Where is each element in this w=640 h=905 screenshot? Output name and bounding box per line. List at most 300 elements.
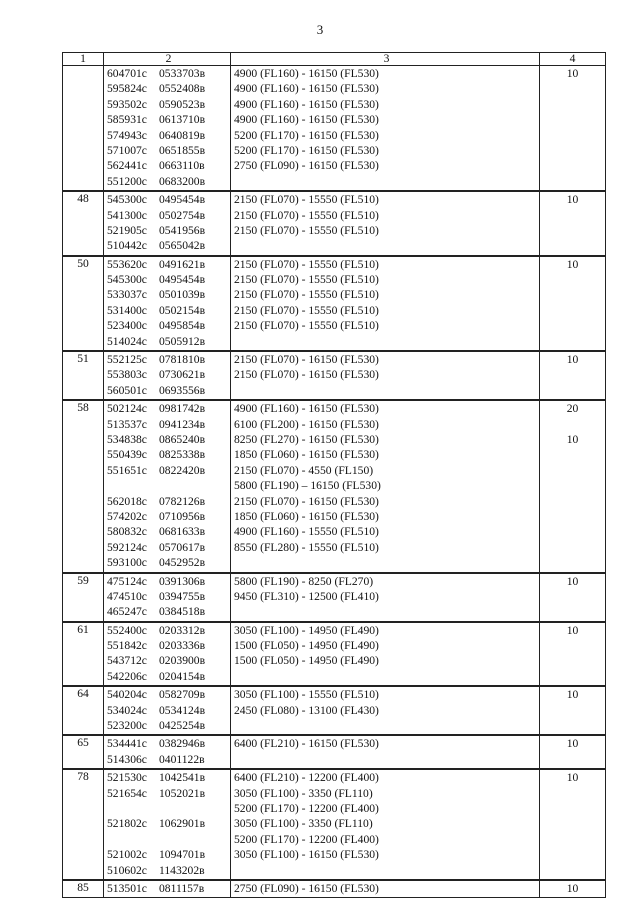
zone-number: 85 — [63, 880, 104, 898]
table-row — [63, 256, 606, 351]
coordinate-line — [107, 653, 230, 668]
latitude: 543712с — [107, 654, 147, 668]
latitude: 593100с — [107, 556, 147, 570]
longitude: 0565042в — [159, 239, 206, 253]
value — [540, 463, 605, 478]
longitude: 0640819в — [159, 128, 206, 142]
latitude: 514306с — [107, 752, 147, 766]
altitude-range: 2150 (FL070) - 16150 (FL530) — [234, 494, 379, 508]
value — [540, 158, 605, 173]
longitude: 0534124в — [159, 703, 206, 717]
value: 10 — [566, 432, 579, 446]
zone-number: 61 — [63, 622, 104, 687]
altitude-range: 2150 (FL070) - 15550 (FL510) — [234, 273, 379, 287]
coordinates-cell — [104, 256, 231, 351]
longitude: 0981742в — [159, 402, 206, 416]
longitude: 0384518в — [159, 605, 206, 619]
altitude-range: 9450 (FL310) - 12500 (FL410) — [234, 589, 379, 603]
longitude: 0552408в — [159, 82, 206, 96]
latitude: 465247с — [107, 605, 147, 619]
longitude: 0941234в — [159, 417, 206, 431]
longitude: 0825338в — [159, 448, 206, 462]
value-cell — [540, 735, 606, 769]
value — [540, 816, 605, 831]
longitude: 0203312в — [159, 623, 206, 637]
coordinate-line — [107, 524, 230, 539]
altitude-range: 3050 (FL100) - 3350 (FL110) — [234, 786, 373, 800]
altitude-range: 2150 (FL070) - 15550 (FL510) — [234, 208, 379, 222]
longitude: 0425254в — [159, 719, 206, 733]
coordinate-line — [107, 463, 230, 478]
longitude: 0452952в — [159, 556, 206, 570]
zone-number: 48 — [63, 191, 104, 256]
altitude-range: 6400 (FL210) - 12200 (FL400) — [234, 771, 379, 785]
value: 10 — [566, 574, 579, 588]
latitude: 595824с — [107, 82, 147, 96]
value: 20 — [566, 402, 579, 416]
value — [540, 494, 605, 509]
coordinates-cell — [104, 66, 231, 192]
altitude-range: 5200 (FL170) - 12200 (FL400) — [234, 832, 379, 846]
latitude: 533037с — [107, 288, 147, 302]
longitude: 0590523в — [159, 97, 206, 111]
column-header-1: 1 — [63, 53, 104, 66]
longitude: 0505912в — [159, 334, 206, 348]
latitude: 540204с — [107, 688, 147, 702]
longitude: 0570617в — [159, 540, 206, 554]
value — [540, 524, 605, 539]
value — [540, 128, 605, 143]
altitude-range — [234, 669, 539, 684]
altitude-range: 8250 (FL270) - 16150 (FL530) — [234, 432, 379, 446]
latitude: 571007с — [107, 143, 147, 157]
value — [540, 303, 605, 318]
value: 10 — [566, 771, 579, 785]
latitude: 523400с — [107, 319, 147, 333]
altitude-range: 4900 (FL160) - 16150 (FL530) — [234, 113, 379, 127]
latitude: 521654с — [107, 786, 147, 800]
altitude-range: 1850 (FL060) - 16150 (FL530) — [234, 509, 379, 523]
latitude: 513501с — [107, 881, 147, 895]
value — [540, 604, 605, 619]
altitude-range-cell — [231, 400, 540, 572]
altitude-range: 2450 (FL080) - 13100 (FL430) — [234, 703, 379, 717]
altitude-range: 1500 (FL050) - 14950 (FL490) — [234, 639, 379, 653]
value — [540, 417, 605, 432]
coordinate-line — [107, 352, 230, 367]
coordinate-line — [107, 752, 230, 767]
altitude-range: 4900 (FL160) - 16150 (FL530) — [234, 402, 379, 416]
altitude-range: 2150 (FL070) - 15550 (FL510) — [234, 303, 379, 317]
longitude: 0663110в — [159, 159, 205, 173]
table-row — [63, 191, 606, 256]
value — [540, 555, 605, 570]
latitude: 551842с — [107, 639, 147, 653]
altitude-range: 2750 (FL090) - 16150 (FL530) — [234, 881, 379, 895]
longitude: 0613710в — [159, 113, 206, 127]
value — [540, 97, 605, 112]
value — [540, 447, 605, 462]
value-cell — [540, 351, 606, 400]
coordinate-line — [107, 81, 230, 96]
latitude: 562441с — [107, 159, 147, 173]
latitude: 550439с — [107, 448, 147, 462]
longitude: 0502154в — [159, 303, 206, 317]
altitude-range — [234, 604, 539, 619]
latitude: 521002с — [107, 848, 147, 862]
value — [540, 334, 605, 349]
value-cell — [540, 66, 606, 192]
longitude: 0533703в — [159, 67, 206, 80]
latitude: 541300с — [107, 208, 147, 222]
coordinate-line — [107, 112, 230, 127]
latitude: 502124с — [107, 402, 147, 416]
longitude: 0203900в — [159, 654, 206, 668]
latitude: 580832с — [107, 525, 147, 539]
coordinate-line — [107, 238, 230, 253]
value — [540, 478, 605, 493]
value — [540, 272, 605, 287]
altitude-range — [234, 555, 539, 570]
longitude: 0693556в — [159, 383, 206, 397]
coordinate-line — [107, 432, 230, 447]
altitude-range-cell — [231, 735, 540, 769]
coordinate-line — [107, 770, 230, 785]
altitude-range-cell — [231, 66, 540, 192]
value-cell — [540, 686, 606, 735]
coordinate-line — [107, 367, 230, 382]
zone-number: 58 — [63, 400, 104, 572]
altitude-range: 8550 (FL280) - 15550 (FL510) — [234, 540, 379, 554]
altitude-range-cell — [231, 622, 540, 687]
altitude-range: 2150 (FL070) - 15550 (FL510) — [234, 223, 379, 237]
latitude: 585931с — [107, 113, 147, 127]
longitude: 0495454в — [159, 273, 206, 287]
altitude-range: 5200 (FL170) - 16150 (FL530) — [234, 128, 379, 142]
longitude: 0491621в — [159, 257, 206, 271]
coordinates-cell — [104, 351, 231, 400]
altitude-range: 5200 (FL170) - 12200 (FL400) — [234, 801, 379, 815]
latitude: 534024с — [107, 703, 147, 717]
longitude: 0865240в — [159, 432, 206, 446]
latitude: 593502с — [107, 97, 147, 111]
coordinate-line — [107, 574, 230, 589]
altitude-range — [234, 174, 539, 189]
longitude: 1062901в — [159, 817, 206, 831]
coordinate-line — [107, 143, 230, 158]
latitude: 574943с — [107, 128, 147, 142]
value-cell — [540, 622, 606, 687]
altitude-range: 2150 (FL070) - 15550 (FL510) — [234, 319, 379, 333]
latitude: 574202с — [107, 509, 147, 523]
column-header-2: 2 — [104, 53, 231, 66]
altitude-range: 2150 (FL070) - 15550 (FL510) — [234, 288, 379, 302]
coordinates-cell — [104, 573, 231, 622]
altitude-range: 2750 (FL090) - 16150 (FL530) — [234, 159, 379, 173]
longitude: 1143202в — [159, 863, 205, 877]
coordinate-line — [107, 272, 230, 287]
latitude: 551651с — [107, 463, 147, 477]
altitude-range: 3050 (FL100) - 3350 (FL110) — [234, 817, 373, 831]
value — [540, 752, 605, 767]
value: 10 — [566, 193, 579, 207]
latitude: 521530с — [107, 771, 147, 785]
zone-number: 64 — [63, 686, 104, 735]
value-cell — [540, 880, 606, 898]
altitude-range — [234, 863, 539, 878]
coordinate-line — [107, 287, 230, 302]
latitude: 475124с — [107, 574, 147, 588]
value: 10 — [566, 257, 579, 271]
coordinate-line — [107, 66, 230, 81]
latitude: 534441с — [107, 737, 147, 751]
longitude: 0683200в — [159, 174, 206, 188]
zone-number: 59 — [63, 573, 104, 622]
value: 10 — [566, 623, 579, 637]
value — [540, 801, 605, 816]
value — [540, 703, 605, 718]
table-row — [63, 573, 606, 622]
table-body — [63, 66, 606, 898]
latitude: 521905с — [107, 223, 147, 237]
coordinate-line — [107, 555, 230, 570]
altitude-range: 5800 (FL190) – 16150 (FL530) — [234, 479, 381, 493]
coordinate-line — [107, 638, 230, 653]
table-row — [63, 351, 606, 400]
value — [540, 589, 605, 604]
altitude-range-cell — [231, 880, 540, 898]
coordinate-line — [107, 97, 230, 112]
value — [540, 174, 605, 189]
coordinate-line — [107, 589, 230, 604]
latitude: 551200с — [107, 174, 147, 188]
coordinate-line — [107, 832, 230, 847]
latitude: 562018с — [107, 494, 147, 508]
coordinate-line — [107, 604, 230, 619]
altitude-range-cell — [231, 256, 540, 351]
altitude-range-cell — [231, 191, 540, 256]
latitude: 510602с — [107, 863, 147, 877]
longitude: 0730621в — [159, 368, 206, 382]
value — [540, 143, 605, 158]
altitude-range-cell — [231, 351, 540, 400]
value — [540, 223, 605, 238]
value — [540, 863, 605, 878]
altitude-range: 6100 (FL200) - 16150 (FL530) — [234, 417, 379, 431]
altitude-range: 3050 (FL100) - 16150 (FL530) — [234, 848, 379, 862]
altitude-range — [234, 752, 539, 767]
coordinate-line — [107, 494, 230, 509]
zone-number: 78 — [63, 769, 104, 880]
altitude-range: 3050 (FL100) - 15550 (FL510) — [234, 688, 379, 702]
longitude: 0394755в — [159, 589, 206, 603]
value — [540, 832, 605, 847]
zone-number — [63, 66, 104, 192]
value: 10 — [566, 688, 579, 702]
value-cell — [540, 769, 606, 880]
latitude: 542206с — [107, 669, 147, 683]
coordinate-line — [107, 158, 230, 173]
altitude-range: 4900 (FL160) - 15550 (FL510) — [234, 525, 379, 539]
table-row — [63, 769, 606, 880]
altitude-range: 2150 (FL070) - 4550 (FL150) — [234, 463, 374, 477]
coordinate-line — [107, 718, 230, 733]
longitude: 0782126в — [159, 494, 206, 508]
longitude: 0203336в — [159, 639, 206, 653]
coordinate-line — [107, 174, 230, 189]
altitude-range: 1500 (FL050) - 14950 (FL490) — [234, 654, 379, 668]
coordinate-line — [107, 786, 230, 801]
value: 10 — [566, 737, 579, 751]
page-number: 3 — [316, 22, 324, 37]
coordinate-line — [107, 540, 230, 555]
coordinate-line — [107, 208, 230, 223]
table-row — [63, 735, 606, 769]
longitude: 0501039в — [159, 288, 206, 302]
table-row — [63, 400, 606, 572]
value — [540, 238, 605, 253]
latitude: 592124с — [107, 540, 147, 554]
value-cell — [540, 573, 606, 622]
longitude: 0502754в — [159, 208, 206, 222]
latitude: 552400с — [107, 623, 147, 637]
coordinate-line — [107, 801, 230, 816]
zone-number: 51 — [63, 351, 104, 400]
zone-number: 50 — [63, 256, 104, 351]
coordinate-line — [107, 318, 230, 333]
coordinate-line — [107, 881, 230, 896]
altitude-range — [234, 334, 539, 349]
latitude: 534838с — [107, 432, 147, 446]
coordinate-line — [107, 257, 230, 272]
header-row — [63, 53, 606, 66]
value — [540, 653, 605, 668]
coordinate-line — [107, 447, 230, 462]
value — [540, 669, 605, 684]
longitude: 0681633в — [159, 525, 206, 539]
coordinate-line — [107, 303, 230, 318]
value: 10 — [566, 881, 579, 895]
latitude: 604701с — [107, 67, 147, 80]
longitude: 1052021в — [159, 786, 206, 800]
altitude-range — [234, 383, 539, 398]
table-row — [63, 880, 606, 898]
coordinate-line — [107, 509, 230, 524]
latitude: 553620с — [107, 257, 147, 271]
altitude-range: 2150 (FL070) - 15550 (FL510) — [234, 193, 379, 207]
coordinate-line — [107, 128, 230, 143]
longitude: 0822420в — [159, 463, 206, 477]
longitude: 0651855в — [159, 143, 206, 157]
altitude-range: 4900 (FL160) - 16150 (FL530) — [234, 67, 379, 80]
latitude: 523200с — [107, 719, 147, 733]
value — [540, 112, 605, 127]
value — [540, 367, 605, 382]
latitude: 474510с — [107, 589, 147, 603]
latitude: 545300с — [107, 193, 147, 207]
value: 10 — [566, 67, 579, 80]
coordinates-cell — [104, 769, 231, 880]
altitude-range: 3050 (FL100) - 14950 (FL490) — [234, 623, 379, 637]
coordinates-cell — [104, 686, 231, 735]
coordinate-line — [107, 417, 230, 432]
longitude: 0582709в — [159, 688, 206, 702]
latitude: 513537с — [107, 417, 147, 431]
coordinates-cell — [104, 735, 231, 769]
airspace-table — [62, 52, 606, 898]
value — [540, 287, 605, 302]
table-row — [63, 686, 606, 735]
coordinate-line — [107, 703, 230, 718]
longitude: 0495854в — [159, 319, 206, 333]
altitude-range: 5800 (FL190) - 8250 (FL270) — [234, 574, 374, 588]
longitude: 1042541в — [159, 771, 206, 785]
longitude: 0710956в — [159, 509, 206, 523]
longitude: 0541956в — [159, 223, 206, 237]
altitude-range: 4900 (FL160) - 16150 (FL530) — [234, 82, 379, 96]
coordinate-line — [107, 736, 230, 751]
latitude: 553803с — [107, 368, 147, 382]
value — [540, 208, 605, 223]
latitude: 531400с — [107, 303, 147, 317]
latitude: 514024с — [107, 334, 147, 348]
value — [540, 81, 605, 96]
longitude: 0811157в — [159, 881, 205, 895]
coordinate-line — [107, 623, 230, 638]
altitude-range: 1850 (FL060) - 16150 (FL530) — [234, 448, 379, 462]
coordinate-line — [107, 478, 230, 493]
altitude-range: 2150 (FL070) - 15550 (FL510) — [234, 257, 379, 271]
value — [540, 383, 605, 398]
latitude: 545300с — [107, 273, 147, 287]
altitude-range-cell — [231, 573, 540, 622]
column-header-4: 4 — [540, 53, 606, 66]
coordinates-cell — [104, 622, 231, 687]
coordinate-line — [107, 192, 230, 207]
latitude: 552125с — [107, 353, 147, 367]
altitude-range — [234, 718, 539, 733]
value — [540, 638, 605, 653]
altitude-range — [234, 238, 539, 253]
coordinate-line — [107, 223, 230, 238]
table-row — [63, 622, 606, 687]
longitude: 0495454в — [159, 193, 206, 207]
coordinate-line — [107, 863, 230, 878]
value-cell — [540, 256, 606, 351]
latitude: 510442с — [107, 239, 147, 253]
altitude-range: 6400 (FL210) - 16150 (FL530) — [234, 737, 379, 751]
value-cell — [540, 400, 606, 572]
altitude-range: 2150 (FL070) - 16150 (FL530) — [234, 368, 379, 382]
table-row — [63, 66, 606, 192]
altitude-range: 2150 (FL070) - 16150 (FL530) — [234, 353, 379, 367]
coordinates-cell — [104, 880, 231, 898]
value — [540, 540, 605, 555]
coordinates-cell — [104, 191, 231, 256]
zone-number: 65 — [63, 735, 104, 769]
coordinate-line — [107, 401, 230, 416]
altitude-range: 4900 (FL160) - 16150 (FL530) — [234, 97, 379, 111]
value: 10 — [566, 353, 579, 367]
latitude: 560501с — [107, 383, 147, 397]
longitude: 0781810в — [159, 353, 206, 367]
coordinates-cell — [104, 400, 231, 572]
altitude-range: 5200 (FL170) - 16150 (FL530) — [234, 143, 379, 157]
altitude-range-cell — [231, 769, 540, 880]
coordinate-line — [107, 383, 230, 398]
altitude-range-cell — [231, 686, 540, 735]
coordinate-line — [107, 687, 230, 702]
